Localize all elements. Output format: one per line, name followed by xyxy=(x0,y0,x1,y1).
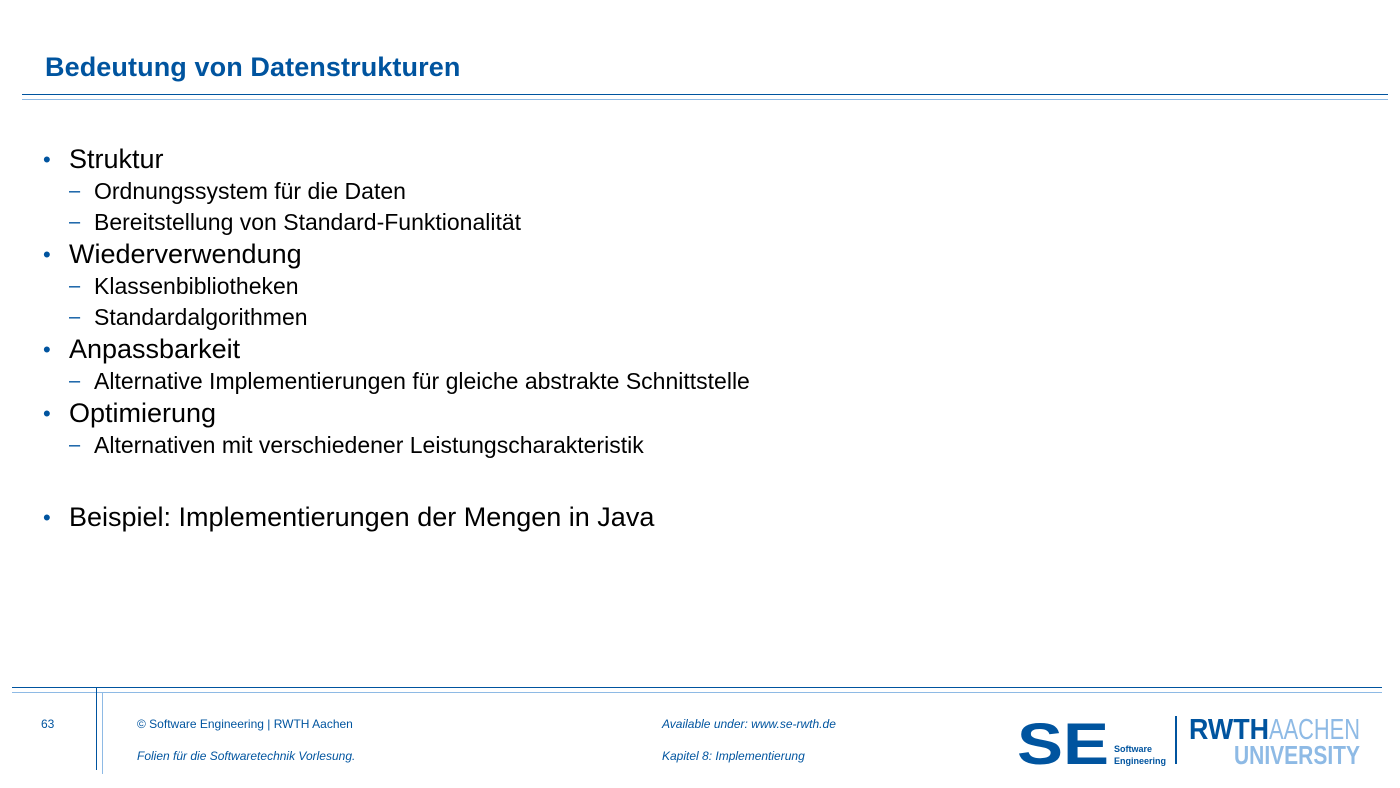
sub-item-text: Standardalgorithmen xyxy=(94,304,308,330)
bullet-item-optimierung xyxy=(43,397,1343,430)
rwth-logo-university: UNIVERSITY xyxy=(1234,740,1360,770)
bullet-text: Wiederverwendung xyxy=(69,239,302,269)
sub-item xyxy=(43,176,1343,207)
bullet-icon: • xyxy=(43,147,51,172)
se-logo-letters: SE xyxy=(1017,712,1109,777)
sub-item xyxy=(43,271,1343,302)
bullet-text: Struktur xyxy=(69,144,164,174)
rwth-logo-bold: RWTH xyxy=(1189,714,1269,746)
slide-content xyxy=(43,143,1343,534)
title-divider xyxy=(22,94,1388,95)
footer-vertical-divider xyxy=(96,688,97,770)
sub-item xyxy=(43,302,1343,333)
footer-vertical-divider-light xyxy=(102,692,103,774)
title-divider-light xyxy=(22,99,1388,100)
dash-icon: – xyxy=(69,275,81,297)
footer-divider xyxy=(12,687,1382,688)
footer-course: Folien für die Softwaretechnik Vorlesung. xyxy=(137,749,356,763)
sub-item xyxy=(43,366,1343,397)
rwth-logo xyxy=(1174,712,1364,770)
dash-icon: – xyxy=(69,434,81,456)
page-number: 63 xyxy=(41,717,55,731)
slide-title: Bedeutung von Datenstrukturen xyxy=(45,52,461,82)
footer-chapter: Kapitel 8: Implementierung xyxy=(662,749,805,763)
se-logo-line2: Engineering xyxy=(1114,756,1167,766)
bullet-text: Beispiel: Implementierungen der Mengen in Java xyxy=(69,502,655,532)
bullet-icon: • xyxy=(43,337,51,362)
bullet-item-struktur xyxy=(43,143,1343,176)
sub-item-text: Alternativen mit verschiedener Leistungscharakteristik xyxy=(94,432,644,458)
bullet-item-wiederverwendung xyxy=(43,238,1343,271)
dash-icon: – xyxy=(69,306,81,328)
sub-item-text: Ordnungssystem für die Daten xyxy=(94,178,406,204)
bullet-icon: • xyxy=(43,505,51,530)
footer-available: Available under: www.se-rwth.de xyxy=(662,717,836,731)
dash-icon: – xyxy=(69,211,81,233)
spacer xyxy=(43,461,1343,501)
sub-item-text: Klassenbibliotheken xyxy=(94,273,299,299)
bullet-item-anpassbarkeit xyxy=(43,333,1343,366)
dash-icon: – xyxy=(69,370,81,392)
bullet-icon: • xyxy=(43,242,51,267)
bullet-text: Optimierung xyxy=(69,398,217,428)
bullet-item-beispiel xyxy=(43,501,1343,534)
bullet-text: Anpassbarkeit xyxy=(69,334,241,364)
rwth-logo-light: AACHEN xyxy=(1269,714,1360,746)
sub-item xyxy=(43,430,1343,461)
se-logo-line1: Software xyxy=(1114,744,1153,754)
sub-item xyxy=(43,207,1343,238)
dash-icon: – xyxy=(69,180,81,202)
bullet-icon: • xyxy=(43,401,51,426)
sub-item-text: Bereitstellung von Standard-Funktionalität xyxy=(94,209,522,235)
footer-copyright: © Software Engineering | RWTH Aachen xyxy=(137,717,353,731)
footer-divider-light xyxy=(12,692,1382,693)
se-logo xyxy=(1017,712,1167,777)
sub-item-text: Alternative Implementierungen für gleiche abstrakte Schnittstelle xyxy=(94,368,750,394)
